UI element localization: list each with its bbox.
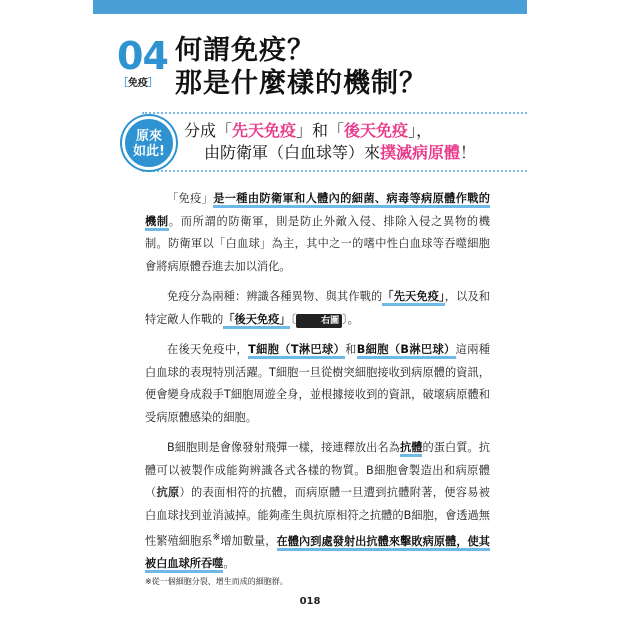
page-number: 018 (299, 596, 321, 607)
p2-g: 〕。 (342, 312, 359, 326)
chapter-tag (118, 78, 158, 90)
p4-antigen: 抗原 (156, 486, 180, 499)
p1-emphasis: 是一種由防衛軍和人體內的細菌、病毒等病原體作戰的機制 (145, 192, 490, 231)
chapter-number: 04 (117, 34, 168, 78)
answer-box-bottom-border (142, 170, 527, 172)
p2-e: 〔 (290, 312, 297, 326)
body-text (145, 188, 490, 576)
p4-i: 。 (223, 557, 235, 571)
answer-text-5: ！ (460, 143, 477, 162)
answer-box-top-border (142, 112, 527, 114)
title-line-1: 何謂免疫？ (175, 35, 315, 66)
answer-summary (184, 120, 476, 164)
paragraph-3 (145, 339, 490, 429)
title-line-2: 那是什麼樣的機制？ (175, 68, 427, 99)
p3-e: 這兩種白血球的表現特別活躍。T細胞一旦從樹突細胞接收到病原體的資訊，便會變身成殺手T細胞周遊全身，並根據接收到的資訊，破壞病原體和受病原體感染的細胞。 (145, 343, 490, 424)
tag-bracket-close: ］ (148, 78, 158, 89)
paragraph-4 (145, 437, 490, 576)
answer-highlight-innate: 先天免疫 (232, 121, 297, 140)
p4-a: B細胞則是會像發射飛彈一樣，接連釋放出名為 (167, 441, 400, 454)
p3-a: 在後天免疫中， (167, 343, 249, 356)
p2-c: ，以及和特定敵人作戰的 (145, 290, 490, 326)
answer-text-4: 由防衛軍（白血球等）來 (204, 143, 381, 162)
p1-a: 「免疫」 (167, 192, 214, 205)
answer-highlight-pathogen: 撲滅病原體 (380, 143, 461, 162)
paragraph-1 (145, 188, 490, 278)
top-accent-bar (93, 0, 527, 14)
p4-antibody: 抗體 (400, 441, 423, 457)
answer-highlight-adaptive: 後天免疫 (344, 121, 409, 140)
page-title (175, 34, 427, 100)
answer-line-2 (184, 142, 476, 164)
answer-text-3: 」， (408, 121, 433, 140)
answer-line-1 (184, 120, 476, 142)
p2-adaptive: 「後天免疫」 (223, 313, 290, 329)
tag-bracket-open: ［ (118, 78, 128, 89)
p4-emphasis: 在體內到處發射出抗體來擊敗病原體，使其被白血球所吞噬 (145, 535, 490, 574)
p4-g: 增加數量， (220, 534, 277, 548)
p4-footnote-mark: ※ (212, 532, 221, 543)
answer-badge (122, 116, 176, 170)
p4-e: ）的表面相符的抗體，而病原體一旦遭到抗體附著，便容易被白血球找到並消滅掉。能夠產生與抗原相符之抗體的B細胞，會透過無性繁殖細胞系 (145, 486, 490, 548)
tag-label: 免疫 (128, 78, 148, 89)
answer-text-2: 」和「 (296, 121, 345, 140)
answer-text-1: 分成「 (184, 121, 233, 140)
badge-line-2: 如此! (133, 144, 165, 159)
p1-c: 。而所謂的防衛軍，則是防止外敵入侵、排除入侵之異物的機制。防衛軍以「白血球」為主，其中之一的嗜中性白血球等吞噬細胞會將病原體吞進去加以消化。 (145, 214, 490, 273)
paragraph-2 (145, 286, 490, 331)
p4-c: 的蛋白質。抗體可以被製作成能夠辨識各式各樣的物質。B細胞會製造出和病原體（ (145, 441, 490, 499)
answer-box (122, 112, 527, 172)
badge-line-1: 原來 (135, 129, 162, 144)
figure-reference-badge: 右圖 (296, 314, 342, 328)
p3-t-cell: T細胞（T淋巴球） (248, 343, 345, 359)
p3-b-cell: B細胞（B淋巴球） (357, 343, 456, 359)
p3-c: 和 (345, 343, 357, 356)
footnote: ※從一個細胞分裂、增生而成的細胞群。 (145, 577, 288, 586)
p2-innate: 「先天免疫」 (382, 290, 444, 306)
p2-a: 免疫分為兩種：辨識各種異物、與其作戰的 (167, 290, 383, 303)
